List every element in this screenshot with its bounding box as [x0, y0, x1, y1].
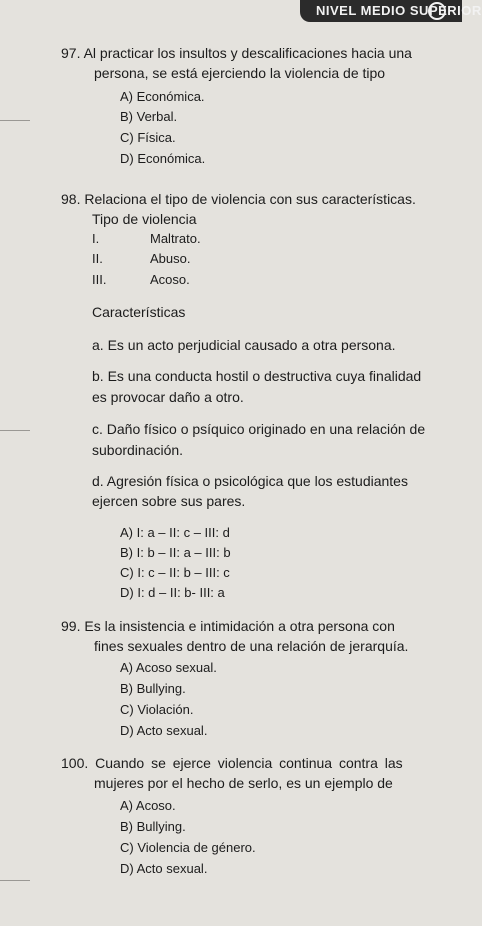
logo-icon	[428, 2, 446, 20]
roman-numeral: III.	[92, 272, 107, 287]
characteristic-c-line2: subordinación.	[92, 442, 184, 458]
characteristic-d-line1: d. Agresión física o psicológica que los estudiantes	[92, 473, 408, 489]
roman-numeral: I.	[92, 231, 100, 246]
page-edge-line	[0, 880, 30, 881]
question-99-line2: fines sexuales dentro de una relación de jerarquía.	[94, 638, 409, 654]
violence-type-2	[92, 251, 190, 266]
question-100-option-c: C) Violencia de género.	[120, 840, 256, 855]
question-97-line1: 97. Al practicar los insultos y descalificaciones hacia una	[61, 45, 412, 61]
characteristic-c-line1: c. Daño físico o psíquico originado en una relación de	[92, 421, 426, 437]
violence-type-3	[92, 272, 190, 287]
header-title: NIVEL MEDIO SUPERIOR	[316, 3, 482, 18]
characteristics-title: Características	[92, 304, 186, 320]
violence-type-label: Abuso.	[150, 251, 191, 266]
question-98-option-c: C) I: c – II: b – III: c	[120, 565, 230, 580]
question-97-option-b: B) Verbal.	[120, 109, 178, 124]
question-100-line1: 100. Cuando se ejerce violencia continua contra las	[61, 755, 403, 771]
question-99-option-b: B) Bullying.	[120, 681, 186, 696]
question-97-line2: persona, se está ejerciendo la violencia de tipo	[94, 65, 386, 81]
characteristic-a: a. Es un acto perjudicial causado a otra persona.	[92, 337, 396, 353]
characteristic-d-line2: ejercen sobre sus pares.	[92, 493, 246, 509]
question-98-option-d: D) I: d – II: b- III: a	[120, 585, 225, 600]
question-100-option-a: A) Acoso.	[120, 798, 176, 813]
question-98-option-b: B) I: b – II: a – III: b	[120, 545, 231, 560]
question-99-option-c: C) Violación.	[120, 702, 194, 717]
characteristic-b-line1: b. Es una conducta hostil o destructiva cuya finalidad	[92, 368, 422, 384]
question-99-option-d: D) Acto sexual.	[120, 723, 208, 738]
question-97-option-a: A) Económica.	[120, 89, 205, 104]
characteristic-b-line2: es provocar daño a otro.	[92, 389, 244, 405]
question-100-line2: mujeres por el hecho de serlo, es un ejemplo de	[94, 775, 393, 791]
violence-type-label: Maltrato.	[150, 231, 201, 246]
roman-numeral: II.	[92, 251, 103, 266]
question-97-option-c: C) Física.	[120, 130, 176, 145]
question-97-option-d: D) Económica.	[120, 151, 206, 166]
page-edge-line	[0, 120, 30, 121]
page-edge-line	[0, 430, 30, 431]
question-100-option-d: D) Acto sexual.	[120, 861, 208, 876]
violence-type-1	[92, 231, 201, 246]
question-98-line1: 98. Relaciona el tipo de violencia con sus características.	[61, 191, 416, 207]
question-99-option-a: A) Acoso sexual.	[120, 660, 217, 675]
violence-type-label: Acoso.	[150, 272, 190, 287]
question-98-option-a: A) I: a – II: c – III: d	[120, 525, 230, 540]
violence-types-subtitle: Tipo de violencia	[92, 211, 197, 227]
question-99-line1: 99. Es la insistencia e intimidación a otra persona con	[61, 618, 395, 634]
question-100-option-b: B) Bullying.	[120, 819, 186, 834]
